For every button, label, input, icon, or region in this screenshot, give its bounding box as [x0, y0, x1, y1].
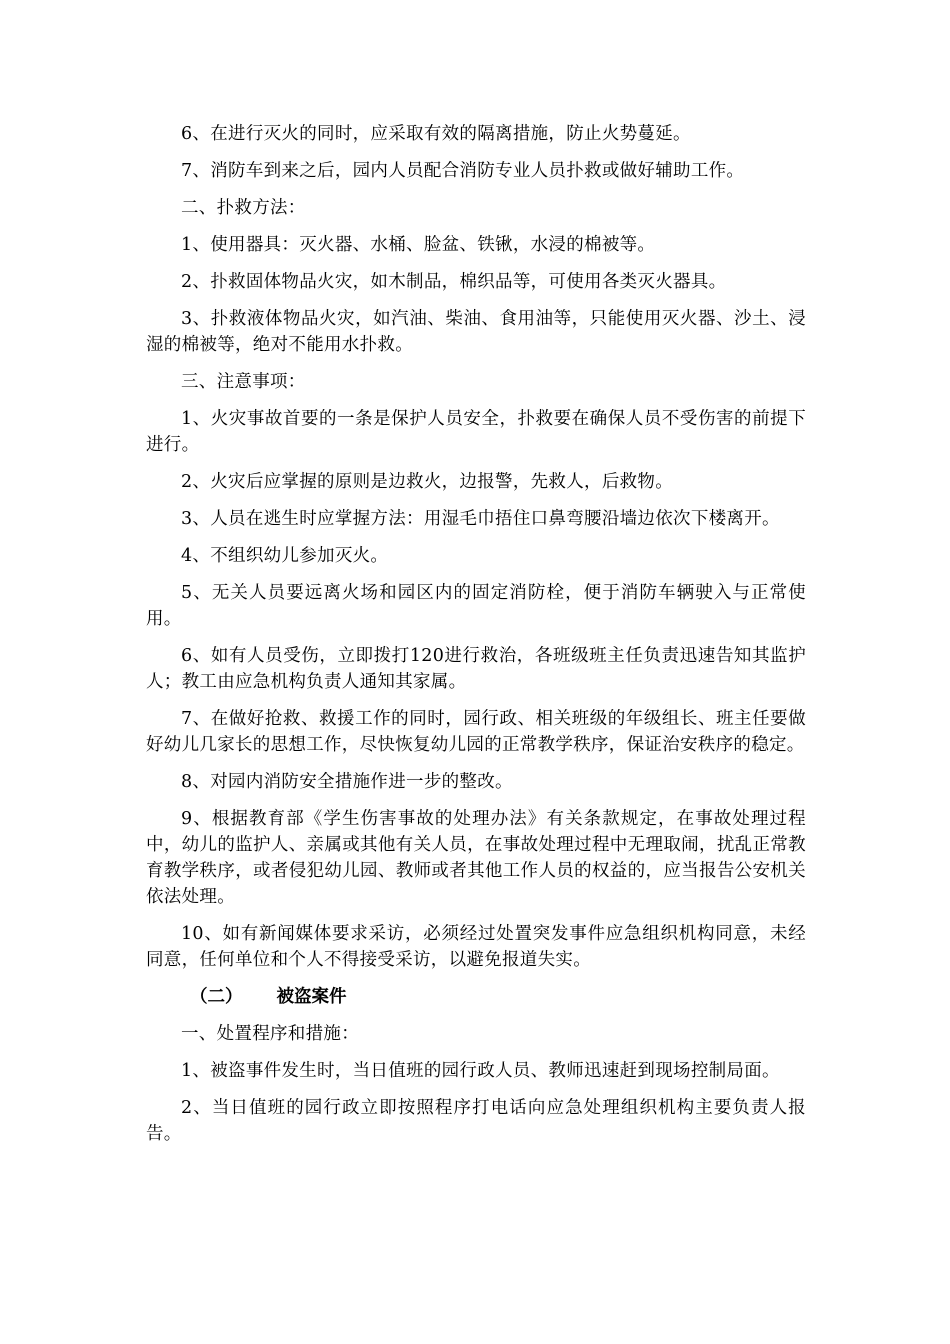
subheading-number: （二） — [190, 987, 243, 1007]
paragraph: 1、使用器具：灭火器、水桶、脸盆、铁锹，水浸的棉被等。 — [181, 235, 656, 255]
paragraphs-after — [146, 1021, 806, 1147]
paragraph: 3、人员在逃生时应掌握方法：用湿毛巾捂住口鼻弯腰沿墙边依次下楼离开。 — [181, 509, 780, 529]
paragraph: 9、根据教育部《学生伤害事故的处理办法》有关条款规定，在事故处理过程中，幼儿的监护人、亲属或其他有关人员，在事故处理过程中无理取闹，扰乱正常教育教学秩序，或者侵犯幼儿园、教师或者其他工作人员的权益的，应当报告公安机关依法处理。 — [146, 809, 806, 907]
paragraph: 7、在做好抢救、救援工作的同时，园行政、相关班级的年级组长、班主任要做好幼儿几家长的思想工作，尽快恢复幼儿园的正常教学秩序，保证治安秩序的稳定。 — [146, 709, 806, 755]
paragraph: 1、火灾事故首要的一条是保护人员安全，扑救要在确保人员不受伤害的前提下进行。 — [146, 409, 806, 455]
paragraph: 4、不组织幼儿参加灭火。 — [181, 546, 389, 566]
paragraphs-before — [146, 121, 806, 973]
paragraph: 6、如有人员受伤，立即拨打120进行救治，各班级班主任负责迅速告知其监护人；教工由应急机构负责人通知其家属。 — [146, 646, 806, 692]
paragraph: 1、被盗事件发生时，当日值班的园行政人员、教师迅速赶到现场控制局面。 — [181, 1061, 780, 1081]
paragraph: 2、当日值班的园行政立即按照程序打电话向应急处理组织机构主要负责人报告。 — [146, 1098, 806, 1144]
paragraph: 2、扑救固体物品火灾，如木制品，棉织品等，可使用各类灭火器具。 — [181, 272, 727, 292]
paragraph: 10、如有新闻媒体要求采访，必须经过处置突发事件应急组织机构同意，未经同意，任何单位和个人不得接受采访，以避免报道失实。 — [146, 924, 806, 970]
paragraph: 7、消防车到来之后，园内人员配合消防专业人员扑救或做好辅助工作。 — [181, 161, 745, 181]
paragraph: 8、对园内消防安全措施作进一步的整改。 — [181, 772, 513, 792]
document-page — [146, 121, 806, 1158]
paragraph: 三、注意事项： — [181, 372, 306, 392]
paragraph: 二、扑救方法： — [181, 198, 306, 218]
section-subheading — [146, 984, 806, 1010]
subheading-title: 被盗案件 — [276, 987, 347, 1007]
paragraph: 6、在进行灭火的同时，应采取有效的隔离措施，防止火势蔓延。 — [181, 124, 691, 144]
paragraph: 2、火灾后应掌握的原则是边救火，边报警，先救人，后救物。 — [181, 472, 674, 492]
paragraph: 5、无关人员要远离火场和园区内的固定消防栓，便于消防车辆驶入与正常使用。 — [146, 583, 806, 629]
paragraph: 3、扑救液体物品火灾，如汽油、柴油、食用油等，只能使用灭火器、沙土、浸湿的棉被等，绝对不能用水扑救。 — [146, 309, 806, 355]
paragraph: 一、处置程序和措施： — [181, 1024, 359, 1044]
